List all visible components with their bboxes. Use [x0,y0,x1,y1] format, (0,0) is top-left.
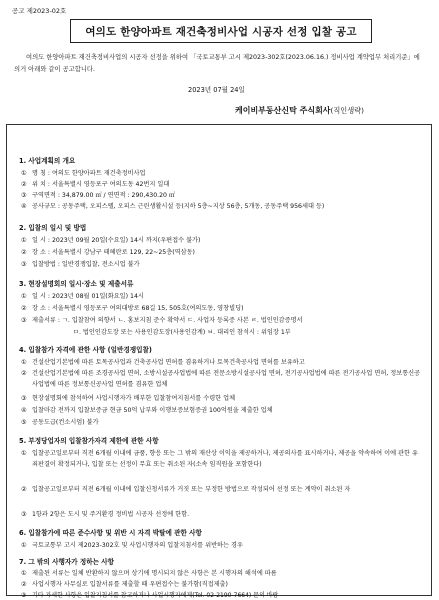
list-item: ③ 제출서류 : ㄱ. 입찰참여 의향서 ㄴ. 홍보지침 준수 확약서 ㄷ. 사업자 등록증 사본 ㄹ. 법인인감증명서 [21,317,303,324]
list-item: ㅁ. 법인인감도장 또는 사용인감도장(사용인감계) ㅂ. 대리인 참석시 : 위임장 1부 [73,329,291,336]
list-item: ③ 1항과 2항은 도시 및 주거환경 정비법 시공자 선정에 한함. [21,511,190,518]
list-item: ① 입찰공고일로부터 직전 6개월 이내에 금품, 향응 또는 그 밖의 재산상 이익을 제공하거나, 제공의사를 표시하거나, 제공을 약속하여 이에 관한 유죄판결이 확정되거나, 입찰 또는 선정이 무효 또는 취소된 자(소속 임직원을 포함한다) [21,450,418,468]
section-title: 2. 입찰의 일시 및 방법 [19,224,87,232]
list-item: ② 장 소 : 서울특별시 강남구 테헤란로 129, 22~25층(역삼동) [21,249,195,256]
list-item: ③ 현장설명회에 참석하여 사업시행자가 배부한 입찰참여지침서를 수령한 업체 [21,395,236,402]
list-item: ② 건설산업기본법에 따른 조경공사업 면허, 소방시설공사업법에 따른 전문소방시설공사업 면허, 전기공사업법에 따른 전기공사업 면허, 정보통신공사업법에 따른 정보통신공사업 면허를 겸유한 업체 [21,370,421,388]
list-item: ① 일 시 : 2023년 09월 20일(수요일) 14시 까지(우편접수 불가) [21,237,201,244]
issuer-name: 케이비부동산신탁 주식회사 [235,106,331,115]
list-item: ② 입찰공고일로부터 직전 6개월 이내에 입찰신청서류가 거짓 또는 부정한 방법으로 작성되어 선정 또는 계약이 취소된 자 [21,486,351,493]
section-title: 1. 사업계획의 개요 [19,157,76,165]
section-title: 6. 입찰참가에 따른 준수사항 및 위반 시 자격 박탈에 관한 사항 [19,529,202,537]
list-item: ② 사업시행자 사무실로 입찰서류를 제출할 때 우편접수는 불가함(직접제출) [21,581,228,588]
notice-body-box [6,124,432,599]
intro-text: 여의도 한양아파트 재건축정비사업의 시공자 선정을 위하여 「국토교통부 고시 제2023-302호(2023.06.16.) 정비사업 계약업무 처리기준」에 의거 아래와 같이 공고합니다. [14,54,420,73]
seal-note: (직인생략) [330,106,364,115]
list-item: ① 국토교통부 고시 제2023-302호 및 사업시행자의 입찰지침서를 위반하는 경우 [21,542,243,549]
list-item: ① 명 칭 : 여의도 한양아파트 재건축정비사업 [21,170,146,177]
list-item: ① 제출된 서류는 일체 반환하지 않으며 상기에 명시되지 않은 사항은 본 시행자의 해석에 따름 [21,570,277,577]
notice-title: 여의도 한양아파트 재건축정비사업 시공자 선정 입찰 공고 [70,19,372,43]
list-item: ① 일 시 : 2023년 08월 01일(화요일) 14시 [21,293,144,300]
section-title: 5. 부정당업자의 입찰참가자격 제한에 관한 사항 [19,437,159,445]
list-item: ⑤ 공동도급(컨소시엄) 불가 [21,419,99,426]
section-title: 7. 그 밖의 사행자가 정하는 사항 [19,558,115,566]
section-title: 4. 입찰참가 자격에 관한 사항 (일반경쟁입찰) [19,346,152,354]
list-item: ③ 기타 자세한 사항은 입찰지침서를 참고하거나 사업시행자에게(Tel. 02-2190-7664) 문의 바람 [21,592,279,599]
list-item: ④ 입찰마감 전까지 입찰보증금 현금 50억 납부와 이행보증보험증권 100억원을 제출한 업체 [21,407,273,414]
list-item: ④ 공사규모 : 공동주택, 오피스텔, 오피스 근린생활시설 등(지하 5층~지상 56층, 5개동, 공동주택 956세대 등) [21,203,325,210]
list-item: ③ 구역면적 : 34,879.00 ㎡ / 연면적 : 290,430.20 ㎡ [21,192,176,199]
notice-number: 공고 제2023-02호 [12,7,67,15]
list-item: ② 장 소 : 서울특별시 영등포구 여의대방로 68길 15, 505호(여의도동, 영창빌딩) [21,305,244,312]
notice-date: 2023년 07월 24일 [188,86,245,94]
section-title: 3. 현장설명회의 일시·장소 및 제출서류 [19,280,134,288]
list-item: ③ 입찰방법 : 일반경쟁입찰, 전소시업 불가 [21,261,140,268]
issuer [235,105,364,116]
intro-paragraph [14,52,426,76]
list-item: ② 위 치 : 서울특별시 영등포구 여의도동 42번지 일대 [21,181,170,188]
list-item: ① 건설산업기본법에 따른 토목공사업과 건축공사업 면허를 겸유하거나 토목건축공사업 면허를 보유하고 [21,359,305,366]
